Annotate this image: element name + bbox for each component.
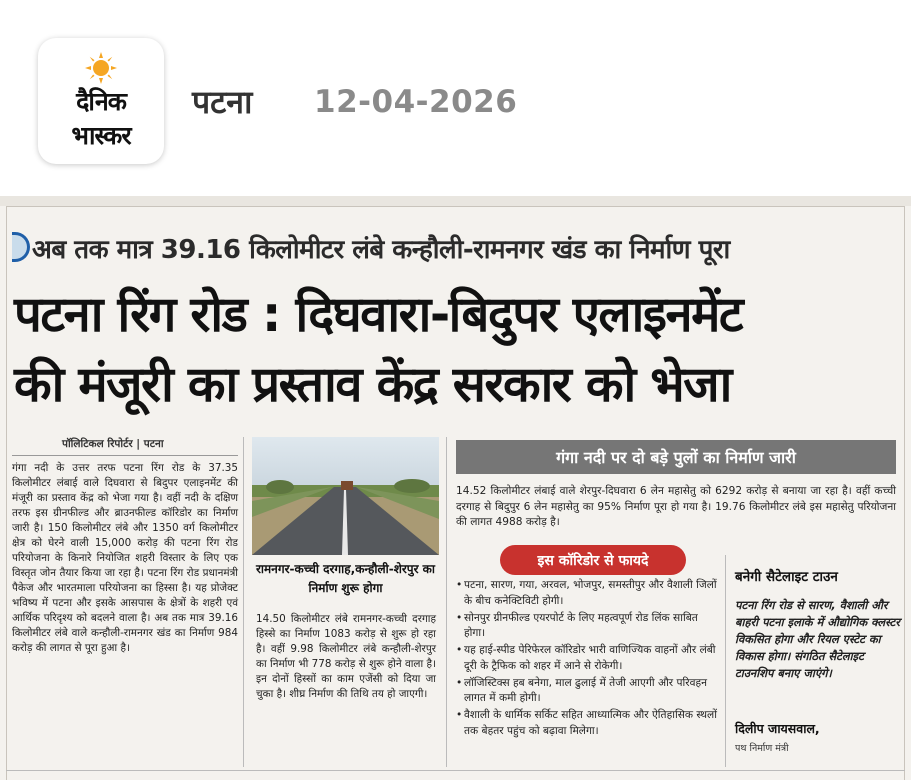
app-header xyxy=(0,0,911,196)
article-subhead xyxy=(12,226,902,270)
edition-city: पटना xyxy=(192,83,253,121)
edition-date: 12-04-2026 xyxy=(314,84,518,120)
column-divider xyxy=(725,555,726,767)
logo-text-dainik: दैनिक xyxy=(76,87,126,116)
dainik-bhaskar-logo[interactable] xyxy=(38,38,164,164)
benefit-item: • सोनपुर ग्रीनफील्ड एयरपोर्ट के लिए महत्वपूर्ण रोड लिंक साबित होगा। xyxy=(456,611,720,642)
headline-line-2: की मंजूरी का प्रस्ताव केंद्र सरकार को भेजा xyxy=(14,356,731,413)
clipping-bottom-rule xyxy=(6,770,905,771)
minister-quote: पटना रिंग रोड से सारण, वैशाली और बाहरी पटना इलाके में औद्योगिक क्लस्टर विकसित होगा और रियल एस्टेट का विकास होगा। संगठित सैटेलाइट टाउनशिप बनाए जाएंगे। xyxy=(735,598,900,680)
satellite-town-title: बनेगी सैटेलाइट टाउन xyxy=(735,569,838,585)
clipping-top-edge xyxy=(0,196,911,206)
benefit-item: • लॉजिस्टिक्स हब बनेगा, माल ढुलाई में तेजी आएगी और परिवहन लागत में कमी होगी। xyxy=(456,676,720,707)
benefit-item: • वैशाली के धार्मिक सर्किट सहित आध्यात्मिक और ऐतिहासिक स्थलों तक बेहतर पहुंच को बढ़ावा मिलेगा। xyxy=(456,708,720,739)
logo-text-bhaskar: भास्कर xyxy=(71,121,131,150)
photo-caption: रामनगर-कच्ची दरगाह,कन्हौली-शेरपुर का निर्माण शुरू होगा xyxy=(255,562,436,595)
secondary-body-text: 14.50 किलोमीटर लंबे रामनगर-कच्ची दरगाह हिस्से का निर्माण 1083 करोड़ से शुरू हो रहा है। वहीं 9.98 किलोमीटर लंबे कन्हौली-शेरपुर का निर्माण भी 778 करोड़ से शुरू होने वाला है। इन दोनों हिस्सों का काम एजेंसी को दिया जा चुका है। शीघ्र निर्माण की तिथि तय हो जाएगी। xyxy=(256,613,436,700)
benefit-item: • पटना, सारण, गया, अरवल, भोजपुर, समस्तीपुर और वैशाली जिलों के बीच कनेक्टिविटी होगी। xyxy=(456,578,720,609)
sun-icon xyxy=(85,52,117,84)
subhead-text: अब तक मात्र 39.16 किलोमीटर लंबे कन्हौली-रामनगर खंड का निर्माण पूरा xyxy=(32,235,730,265)
ganga-bridges-text: 14.52 किलोमीटर लंबाई वाले शेरपुर-दिघवारा 6 लेन महासेतु को 6292 करोड़ से बनाया जा रहा है। वहीं कच्ची दरगाह से बिदुपुर 6 लेन महासेतु का 95% निर्माण पूरा हो गया है। 19.76 किलोमीटर लंबे इस महासेतु परियोजना की लागत 4988 करोड़ है। xyxy=(456,485,896,528)
ganga-bridges-title: गंगा नदी पर दो बड़े पुलों का निर्माण जारी xyxy=(556,448,796,467)
benefit-item: • यह हाई-स्पीड पेरिफेरल कॉरिडोर भारी वाणिज्यिक वाहनों और लंबी दूरी के ट्रैफिक को शहर में आने से रोकेगी। xyxy=(456,643,720,674)
benefits-list xyxy=(456,578,720,741)
road-photo xyxy=(252,437,439,555)
benefits-title: इस कॉरिडोर से फायदे xyxy=(537,553,649,569)
headline-line-1: पटना रिंग रोड : दिघवारा-बिदुपर एलाइनमेंट xyxy=(14,286,743,343)
column-divider xyxy=(446,437,447,767)
benefits-badge xyxy=(500,545,686,575)
byline: पॉलिटिकल रिपोर्टर | पटना xyxy=(62,438,164,450)
subhead-bullet-icon xyxy=(12,232,30,262)
minister-role: पथ निर्माण मंत्री xyxy=(735,743,789,754)
minister-name: दिलीप जायसवाल, xyxy=(735,721,820,736)
byline-divider xyxy=(12,455,238,456)
ganga-bridges-banner xyxy=(456,440,896,474)
column-divider xyxy=(243,437,244,767)
main-body-text: गंगा नदी के उत्तर तरफ पटना रिंग रोड के 37.35 किलोमीटर लंबाई वाले दिघवारा से बिदुपर एलाइनमेंट की मंजूरी का प्रस्ताव केंद्र को भेजा गया है। वहीं नदी के दक्षिण तरफ इस ग्रीनफील्ड और ब्राउनफील्ड कॉरिडोर का निर्माण जारी है। 150 किलोमीटर लंबे और 1350 वर्ग किलोमीटर क्षेत्र को घेरने वाली 15,000 करोड़ की पटना रिंग रोड परियोजना के किनारे नियोजित शहरी विस्तार के लिए एक विस्तृत जोन तैयार किया जा रहा है। पटना रिंग रोड प्रधानमंत्री पैकेज और भारतमाला परियोजना का हिस्सा है। यह प्रोजेक्ट भविष्य में पटना और इसके आसपास के क्षेत्रों के शहरी एवं आर्थिक परिदृश्य को बदलने वाला है। अब तक मात्र 39.16 किलोमीटर लंबे वाले कन्हौली-रामनगर खंड का निर्माण 984 करोड़ की लागत से पूरा हुआ है। xyxy=(12,462,238,654)
road-photo-image xyxy=(252,437,439,555)
article-headline xyxy=(14,280,904,420)
